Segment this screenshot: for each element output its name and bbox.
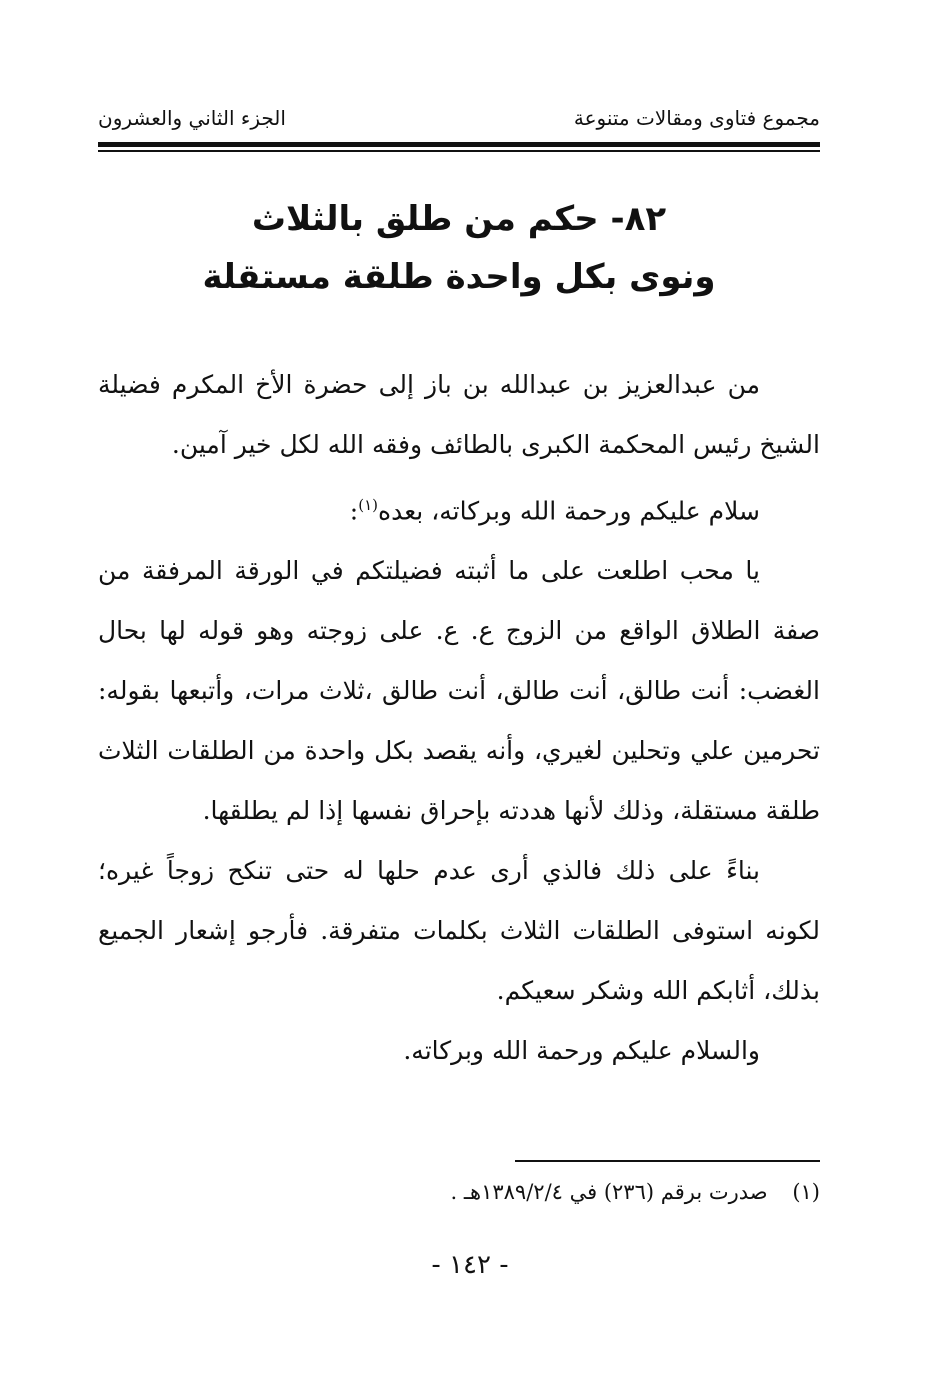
greeting	[98, 475, 820, 541]
footnote-ref: (١)	[358, 496, 379, 514]
book-title: مجموع فتاوى ومقالات متنوعة	[573, 106, 820, 130]
header-rule-thick	[98, 142, 820, 147]
greeting-colon: :	[349, 496, 359, 526]
footnote-text: صدرت برقم (٢٣٦) في ١٣٨٩/٢/٤هـ .	[450, 1180, 768, 1204]
salutation: من عبدالعزيز بن عبدالله بن باز إلى حضرة الأخ المكرم فضيلة الشيخ رئيس المحكمة الكبرى بالطائف وفقه الله لكل خير آمين.	[98, 370, 820, 459]
footnote-rule	[515, 1160, 820, 1162]
header-rule-thin	[98, 150, 820, 152]
footnote	[98, 1180, 820, 1204]
greeting-text: سلام عليكم ورحمة الله وبركاته، بعده	[378, 496, 760, 526]
fatwa-title	[98, 190, 820, 306]
letter-body	[98, 355, 820, 1081]
footnote-number: (١)	[792, 1180, 820, 1204]
paragraph-2: بناءً على ذلك فالذي أرى عدم حلها له حتى تنكح زوجاً غيره؛ لكونه استوفى الطلقات الثلاث بكلمات متفرقة. فأرجو إشعار الجميع بذلك، أثابكم الله وشكر سعيكم.	[98, 856, 820, 1006]
title-line-1: ٨٢- حكم من طلق بالثلاث	[251, 199, 667, 239]
paragraph-1: يا محب اطلعت على ما أثبته فضيلتكم في الورقة المرفقة من صفة الطلاق الواقع من الزوج ع. ع. على زوجته وهو قوله لها بحال الغضب: أنت طالق، أنت طالق، أنت طالق ،ثلاث مرات، وأتبعها بقوله: تحرمين علي وتحلين لغيري، وأنه يقصد بكل واحدة من الطلقات الثلاث طلقة مستقلة، وذلك لأنها هددته بإحراق نفسها إذا لم يطلقها.	[98, 556, 820, 826]
title-line-2: ونوى بكل واحدة طلقة مستقلة	[202, 257, 716, 297]
closing: والسلام عليكم ورحمة الله وبركاته.	[403, 1036, 760, 1066]
running-header	[98, 100, 820, 140]
page-number: - ١٤٢ -	[431, 1250, 509, 1280]
volume-label: الجزء الثاني والعشرون	[98, 106, 286, 130]
